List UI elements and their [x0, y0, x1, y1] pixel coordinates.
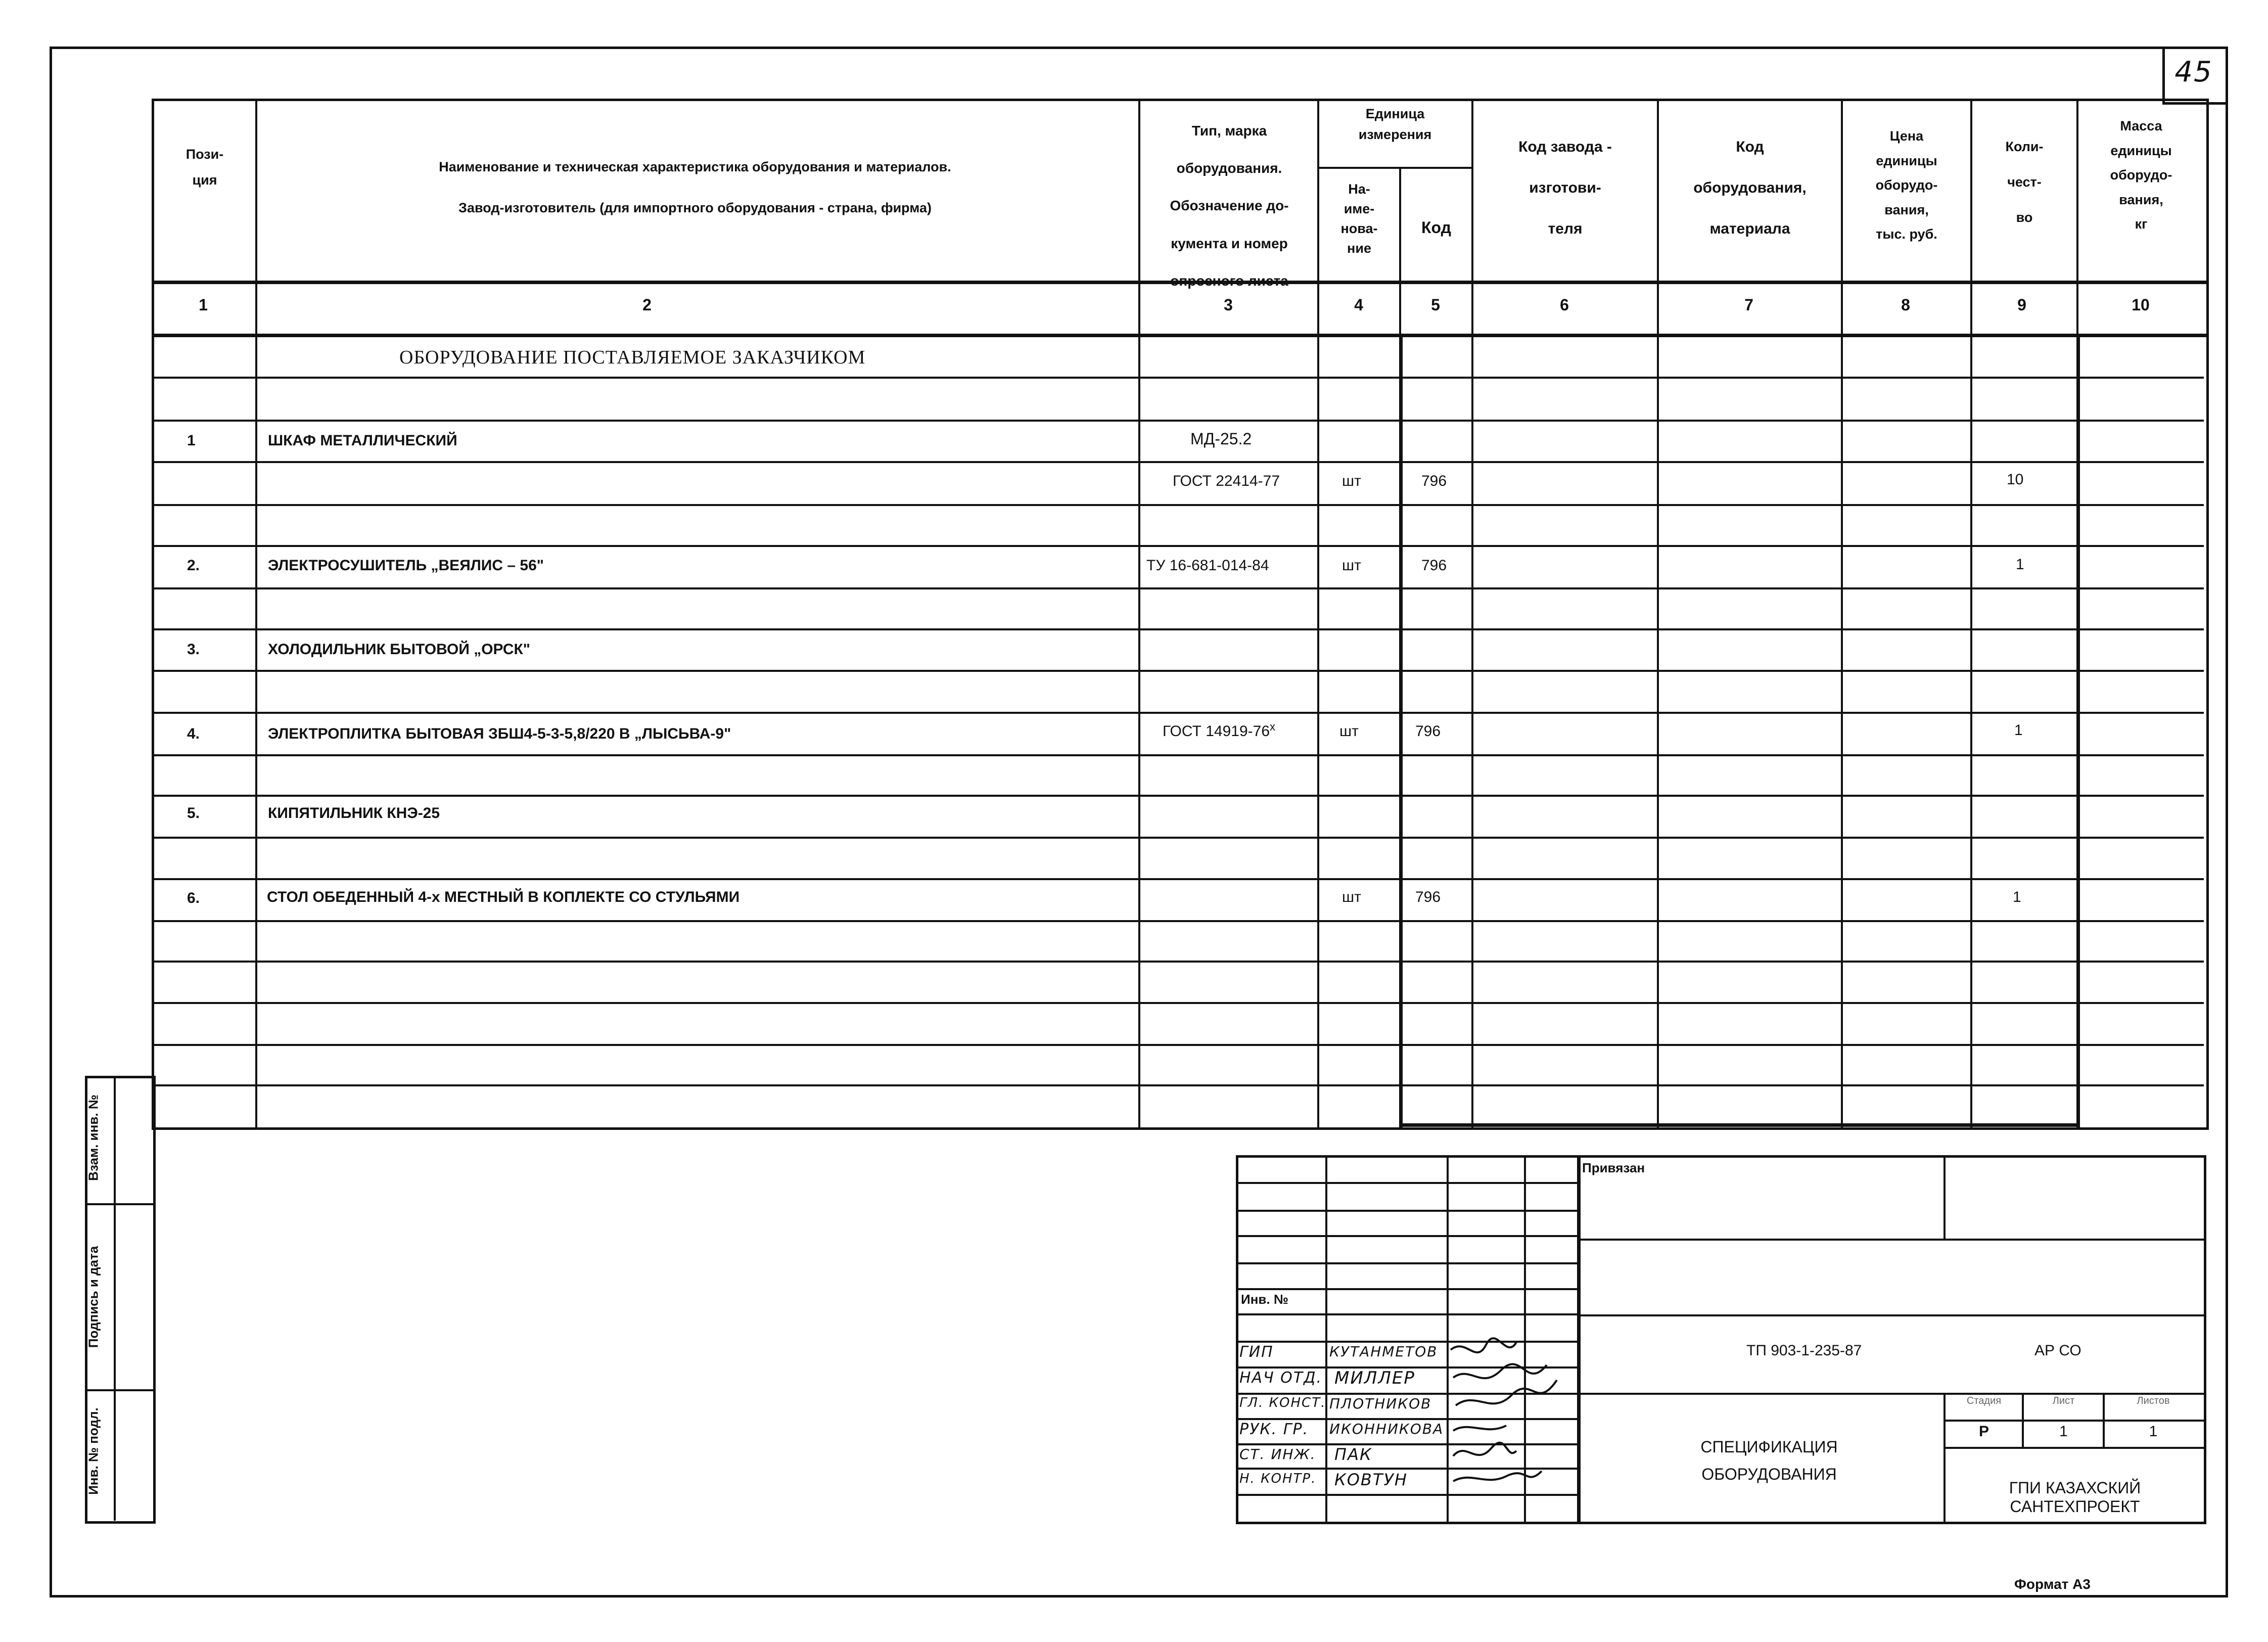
header-unit: Единица измерения	[1358, 106, 1432, 142]
staff-role: НАЧ ОТД.	[1239, 1369, 1323, 1387]
row-4-code: 796	[1415, 723, 1441, 740]
row-6-unit: шт	[1342, 889, 1361, 905]
staff-name: ИКОННИКОВА	[1329, 1421, 1444, 1437]
row-2-position: 2.	[187, 557, 200, 574]
col-number: 3	[1224, 296, 1233, 314]
row-1-position: 1	[187, 432, 196, 449]
header-unit-code: Код	[1421, 218, 1451, 237]
row-2-name: ЭЛЕКТРОСУШИТЕЛЬ „ВЕЯЛИС – 56"	[268, 557, 544, 574]
sheet-number: 45	[2174, 56, 2213, 88]
staff-name: ПАК	[1334, 1445, 1372, 1464]
col-number: 1	[199, 296, 208, 314]
stage-header: Стадия	[1966, 1395, 2002, 1406]
header-name: Наименование и техническая характеристика оборудования и материалов. Завод-изготовитель (для импортного оборудования - страна, фирма)	[439, 159, 951, 215]
staff-role: СТ. ИНЖ.	[1239, 1446, 1316, 1463]
sheets-header: Листов	[2137, 1395, 2170, 1406]
row-1b-unit: шт	[1342, 473, 1361, 489]
row-6-name: СТОЛ ОБЕДЕННЫЙ 4-х МЕСТНЫЙ В КОПЛЕКТЕ СО СТУЛЬЯМИ	[267, 889, 740, 905]
col-number: 10	[2132, 296, 2150, 314]
col-number: 8	[1901, 296, 1910, 314]
side-stamp-label-replace: Взам. инв. №	[85, 1094, 101, 1181]
row-2-unit: шт	[1342, 557, 1361, 574]
row-3-position: 3.	[187, 641, 200, 658]
staff-role: ГИП	[1239, 1343, 1274, 1361]
privyazan-label: Привязан	[1582, 1160, 1645, 1175]
row-3-name: ХОЛОДИЛЬНИК БЫТОВОЙ „ОРСК"	[268, 641, 531, 658]
row-4-unit: шт	[1339, 723, 1359, 740]
row-2-type: ТУ 16-681-014-84	[1146, 557, 1269, 574]
row-1b-type: ГОСТ 22414-77	[1173, 473, 1280, 489]
side-stamp-label-sign: Подпись и дата	[85, 1246, 101, 1348]
row-6-position: 6.	[187, 890, 200, 906]
set-code: АР СО	[2034, 1342, 2081, 1359]
staff-name: ПЛОТНИКОВ	[1329, 1395, 1432, 1412]
staff-role: ГЛ. КОНСТ.	[1239, 1395, 1326, 1410]
col-number: 9	[2017, 296, 2026, 314]
row-4-type-text: ГОСТ 14919-76	[1163, 723, 1270, 740]
row-4-name: ЭЛЕКТРОПЛИТКА БЫТОВАЯ ЗБШ4-5-3-5,8/220 В „ЛЫСЬВА-9"	[268, 725, 731, 742]
staff-name: КУТАНМЕТОВ	[1329, 1343, 1438, 1360]
row-4-qty: 1	[2014, 722, 2023, 739]
staff-name: МИЛЛЕР	[1334, 1368, 1415, 1388]
row-1b-qty: 10	[2007, 471, 2024, 488]
col-number: 6	[1560, 296, 1569, 314]
sheets-value: 1	[2149, 1423, 2158, 1440]
row-1-name: ШКАФ МЕТАЛЛИЧЕСКИЙ	[268, 432, 457, 449]
organization: ГПИ КАЗАХСКИЙ САНТЕХПРОЕКТ	[2009, 1479, 2141, 1516]
row-5-position: 5.	[187, 805, 200, 822]
row-6-qty: 1	[2013, 889, 2021, 905]
header-mass: Масса единицы оборудо- вания, кг	[2110, 118, 2172, 232]
doc-title: СПЕЦИФИКАЦИЯ ОБОРУДОВАНИЯ	[1700, 1438, 1838, 1484]
row-4-type	[1163, 720, 1275, 740]
staff-role: Н. КОНТР.	[1239, 1471, 1317, 1486]
staff-name: КОВТУН	[1334, 1470, 1408, 1489]
stage-value: Р	[1978, 1423, 1989, 1440]
row-2-code: 796	[1421, 557, 1447, 574]
row-5-name: КИПЯТИЛЬНИК КНЭ-25	[268, 805, 440, 822]
header-quantity: Коли- чест- во	[2005, 139, 2044, 225]
row-1-type: МД-25.2	[1190, 430, 1252, 448]
col-number: 4	[1354, 296, 1363, 314]
sheet-header: Лист	[2052, 1395, 2075, 1406]
header-type: Тип, марка оборудования. Обозначение до- кумента и номер опросного листа	[1170, 123, 1289, 289]
signatures-scribble	[1446, 1335, 1567, 1501]
header-unit-name: На- име- нова- ние	[1340, 181, 1378, 256]
header-position: Пози- ция	[186, 147, 224, 188]
col-number: 2	[642, 296, 652, 314]
row-1b-code: 796	[1421, 473, 1447, 489]
side-stamp-label-inv: Инв. № подл.	[85, 1407, 101, 1495]
staff-role: РУК. ГР.	[1239, 1421, 1309, 1438]
row-4-type-sup: х	[1270, 720, 1276, 733]
format-label: Формат А3	[2014, 1576, 2091, 1592]
header-equipment-code: Код оборудования, материала	[1693, 139, 1807, 237]
row-2-qty: 1	[2016, 556, 2024, 573]
row-4-position: 4.	[187, 725, 200, 742]
col-number: 5	[1431, 296, 1440, 314]
inv-number-label: Инв. №	[1241, 1292, 1288, 1307]
header-factory-code: Код завода - изготови- теля	[1518, 139, 1612, 237]
doc-code: ТП 903-1-235-87	[1746, 1342, 1862, 1359]
row-6-code: 796	[1415, 889, 1441, 905]
header-price: Цена единицы оборудо- вания, тыс. руб.	[1875, 128, 1938, 242]
section-title: ОБОРУДОВАНИЕ ПОСТАВЛЯЕМОЕ ЗАКАЗЧИКОМ	[399, 347, 866, 368]
col-number: 7	[1744, 296, 1753, 314]
sheet-value: 1	[2059, 1423, 2068, 1440]
